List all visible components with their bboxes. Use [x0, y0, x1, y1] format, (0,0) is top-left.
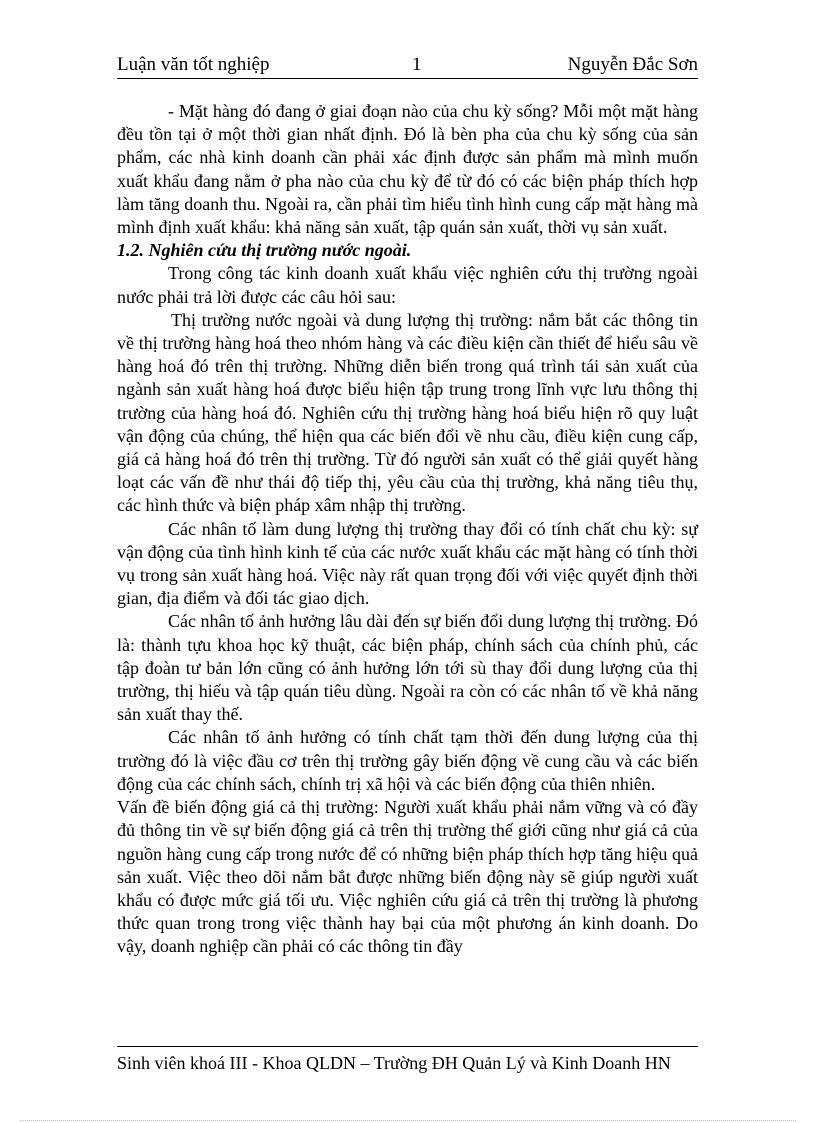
page-bottom-border — [20, 1120, 796, 1121]
paragraph-product-lifecycle: - Mặt hàng đó đang ở giai đoạn nào của chu kỳ sống? Mỗi một mặt hàng đều tồn tại ở một thời gian nhất định. Đó là bèn pha của chu kỳ sống của sản phẩm, các nhà kinh doanh cần phải xác định được sản phẩm mà mình muốn xuất khẩu đang nằm ở pha nào của chu kỳ để từ đó có các biện pháp thích hợp làm tăng doanh thu. Ngoài ra, cần phải tìm hiểu tình hình cung cấp mặt hàng mà mình định xuất khẩu: khả năng sản xuất, tập quán sản xuất, thời vụ sản xuất. — [117, 101, 698, 238]
document-body — [117, 100, 698, 959]
section-heading: 1.2. Nghiên cứu thị trường nước ngoài. — [117, 240, 412, 261]
page-number: 1 — [412, 54, 422, 75]
paragraph-price-fluctuation: Vấn đề biến động giá cả thị trường: Người xuất khẩu phải nắm vững và có đầy đủ thông tin về sự biến động giá cả trên thị trường thế giới cũng như giá cả của nguồn hàng cung cấp trong nước để có những biện pháp thích hợp tăng hiệu quả sản xuất. Việc theo dõi nắm bắt được những biến động này sẽ giúp người xuất khẩu có được mức giá tối ưu. Việc nghiên cứu giá cả trên thị trường là phương thức quan trong trong việc thành hay bại của một phương án kinh doanh. Do vậy, doanh nghiệp cần phải có các thông tin đầy — [117, 797, 698, 957]
footer-text: Sinh viên khoá III - Khoa QLDN – Trường ĐH Quản Lý và Kinh Doanh HN — [117, 1053, 671, 1073]
paragraph-temporary-factors: Các nhân tố ảnh hưởng có tính chất tạm thời đến dung lượng của thị trường đó là việc đầu cơ trên thị trường gây biến động về cung cầu và các biến động của các chính sách, chính trị xã hội và các biến động của thiên nhiên. — [117, 727, 698, 794]
header-thesis-title: Luận văn tốt nghiệp — [117, 54, 270, 75]
page-footer — [117, 1046, 698, 1074]
page-header — [117, 54, 698, 79]
paragraph-cyclical-factors: Các nhân tố làm dung lượng thị trường thay đổi có tính chất chu kỳ: sự vận động của tình hình kinh tế của các nước xuất khẩu các mặt hàng có tính thời vụ trong sản xuất hàng hoá. Việc này rất quan trọng đối với việc quyết định thời gian, địa điểm và đối tác giao dịch. — [117, 518, 698, 609]
paragraph-long-term-factors: Các nhân tố ảnh hưởng lâu dài đến sự biến đổi dung lượng thị trường. Đó là: thành tựu khoa học kỹ thuật, các biện pháp, chính sách của chính phủ, các tập đoàn tư bản lớn cũng có ảnh hưởng lớn tới sù thay đổi dung lượng của thị trường, thị hiếu và tập quán tiêu dùng. Ngoài ra còn có các nhân tố về khả năng sản xuất thay thế. — [117, 611, 698, 725]
header-author-name: Nguyễn Đắc Sơn — [567, 54, 698, 75]
paragraph-intro: Trong công tác kinh doanh xuất khẩu việc nghiên cứu thị trường ngoài nước phải trả lời được các câu hỏi sau: — [117, 263, 698, 307]
paragraph-market-capacity: Thị trường nước ngoài và dung lượng thị trường: nắm bắt các thông tin về thị trường hàng hoá theo nhóm hàng và các điều kiện cần thiết để hiểu sâu về hàng hoá đó trên thị trường. Những diễn biến trong quá trình tái sản xuất của ngành sản xuất hàng hoá được biểu hiện tập trung trong lĩnh vực lưu thông thị trường của hàng hoá đó. Nghiên cứu thị trường hàng hoá biểu hiện rõ quy luật vận động của chúng, thể hiện qua các biến đổi về nhu cầu, điều kiện cung cấp, giá cả hàng hoá đó trên thị trường. Từ đó người sản xuất có thể giải quyết hàng loạt các vấn đề như thái độ tiếp thị, yêu cầu của thị trường, khả năng tiêu thụ, các hình thức và biện pháp xâm nhập thị trường. — [117, 309, 698, 516]
